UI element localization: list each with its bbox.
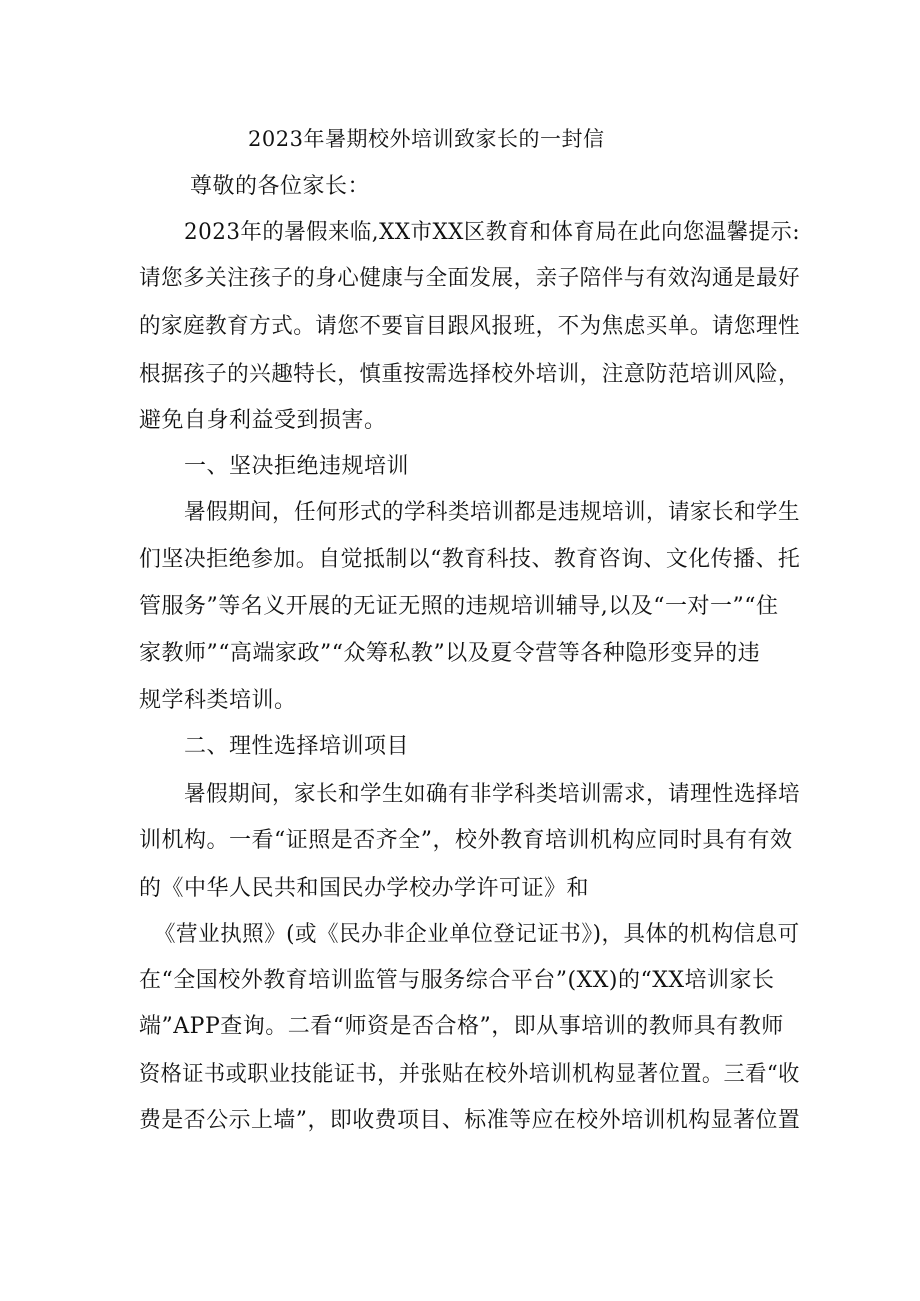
section2-line-6: 端”APP查询。二看“师资是否合格”，即从事培训的教师具有教师 [139, 1014, 784, 1039]
section2-line-5: 在“全国校外教育培训监管与服务综合平台”(XX)的“XX培训家长 [139, 968, 775, 993]
section2-line-1: 暑假期间，家长和学生如确有非学科类培训需求，请理性选择培 [184, 782, 801, 807]
intro-line-1: 2023年的暑假来临,XX市XX区教育和体育局在此向您温馨提示: [184, 220, 801, 245]
section1-line-3: 管服务”等名义开展的无证无照的违规培训辅导,以及“一对一”“住 [139, 594, 779, 619]
section2-line-8: 费是否公示上墙”，即收费项目、标准等应在校外培训机构显著位置 [139, 1108, 801, 1133]
section2-line-7: 资格证书或职业技能证书，并张贴在校外培训机构显著位置。三看“收 [139, 1062, 800, 1087]
section1-line-4: 家教师”“高端家政”“众筹私教”以及夏令营等各种隐形变异的违 [139, 641, 761, 666]
intro-line-4: 根据孩子的兴趣特长，慎重按需选择校外培训，注意防范培训风险， [139, 362, 801, 387]
intro-line-2: 请您多关注孩子的身心健康与全面发展，亲子陪伴与有效沟通是最好 [139, 266, 801, 291]
section1-line-1: 暑假期间，任何形式的学科类培训都是违规培训，请家长和学生 [184, 500, 801, 525]
intro-line-5: 避免自身利益受到损害。 [139, 408, 387, 433]
section2-line-4: 《营业执照》(或《民办非企业单位登记证书》)，具体的机构信息可 [154, 922, 800, 947]
page-title: 2023年暑期校外培训致家长的一封信 [248, 127, 605, 151]
intro-line-3: 的家庭教育方式。请您不要盲目跟风报班，不为焦虑买单。请您理性 [139, 314, 801, 339]
section1-line-2: 们坚决拒绝参加。自觉抵制以“教育科技、教育咨询、文化传播、托 [139, 547, 801, 572]
section2-line-2: 训机构。一看“证照是否齐全”，校外教育培训机构应同时具有有效 [139, 828, 793, 853]
section2-heading: 二、理性选择培训项目 [184, 734, 410, 759]
salutation: 尊敬的各位家长： [190, 174, 371, 199]
section2-line-3: 的《中华人民共和国民办学校办学许可证》和 [139, 876, 590, 901]
section1-heading: 一、坚决拒绝违规培训 [184, 454, 410, 479]
section1-line-5: 规学科类培训。 [139, 688, 297, 713]
